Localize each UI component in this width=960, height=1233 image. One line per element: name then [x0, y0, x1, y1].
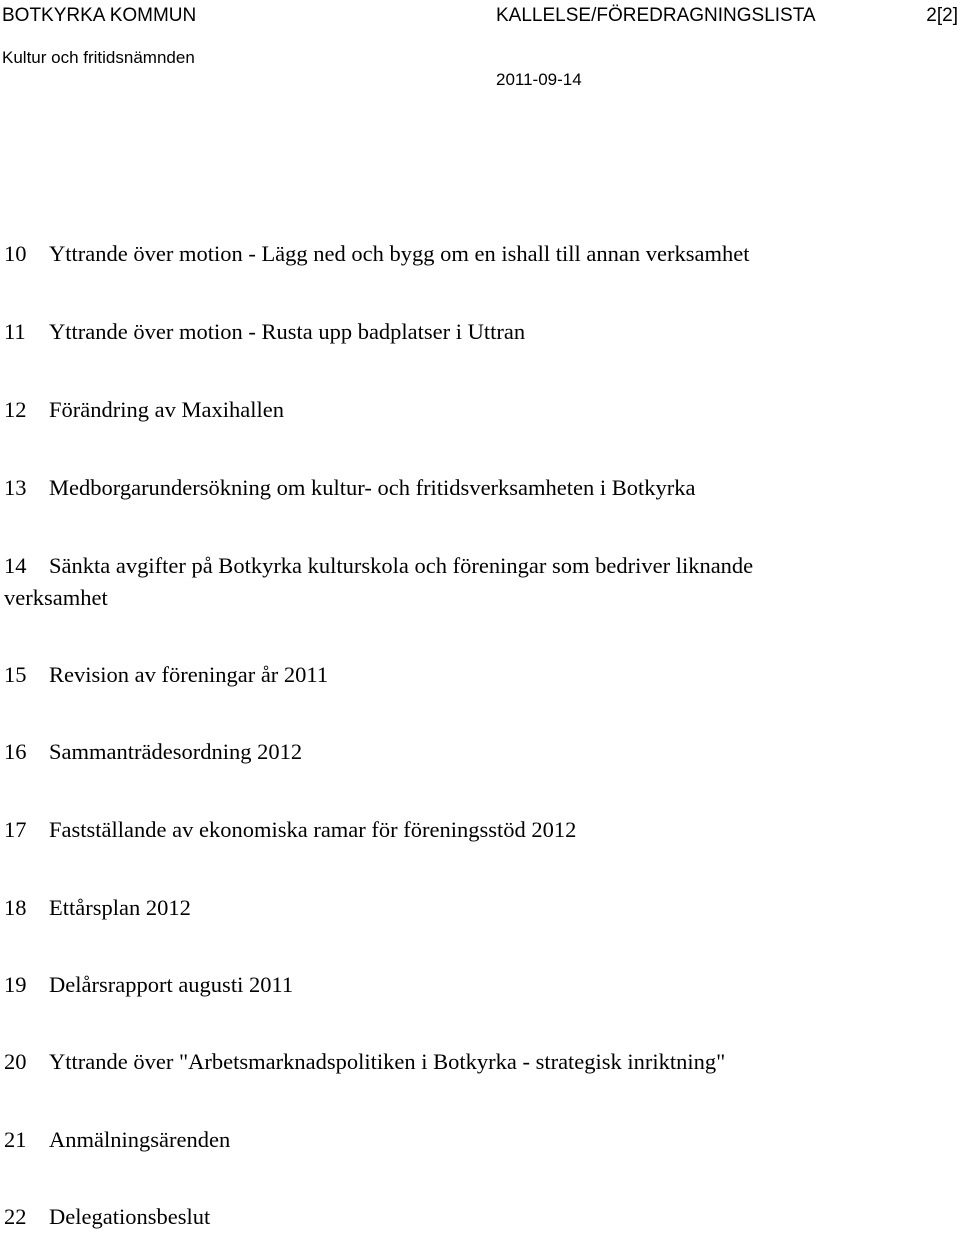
agenda-item-title: Fastställande av ekonomiska ramar för föreningsstöd 2012 [49, 817, 577, 842]
agenda-item-number: 18 [4, 895, 27, 920]
agenda-item-title: Delegationsbeslut [49, 1204, 211, 1229]
agenda-item-title: Medborgarundersökning om kultur- och fritidsverksamheten i Botkyrka [49, 475, 696, 500]
page-number: 2[2] [926, 5, 958, 26]
agenda-item-number: 20 [4, 1049, 27, 1074]
agenda-item-title: Yttrande över motion - Rusta upp badplatser i Uttran [49, 319, 526, 344]
meeting-date: 2011-09-14 [496, 70, 582, 89]
agenda-item-title-continued: verksamhet [4, 585, 108, 610]
agenda-item-title: Anmälningsärenden [49, 1127, 231, 1152]
agenda-item-number: 15 [4, 662, 27, 687]
agenda-item-number: 14 [4, 553, 27, 578]
agenda-item-title: Sänkta avgifter på Botkyrka kulturskola och föreningar som bedriver liknande [49, 553, 754, 578]
agenda-item-title: Förändring av Maxihallen [49, 397, 284, 422]
agenda-item-title: Revision av föreningar år 2011 [49, 662, 329, 687]
agenda-item-number: 13 [4, 475, 27, 500]
agenda-item-number: 17 [4, 817, 27, 842]
agenda-item-title: Yttrande över "Arbetsmarknadspolitiken i Botkyrka - strategisk inriktning" [49, 1049, 726, 1074]
agenda-item-title: Delårsrapport augusti 2011 [49, 972, 294, 997]
department-name: Kultur och fritidsnämnden [2, 48, 195, 67]
agenda-item-title: Sammanträdesordning 2012 [49, 739, 303, 764]
agenda-item-number: 19 [4, 972, 27, 997]
page-header [0, 0, 960, 100]
agenda-item-title: Ettårsplan 2012 [49, 895, 191, 920]
agenda-item-number: 11 [4, 319, 26, 344]
agenda-item-title: Yttrande över motion - Lägg ned och bygg om en ishall till annan verksamhet [49, 241, 750, 266]
agenda-item-number: 12 [4, 397, 27, 422]
agenda-item-number: 10 [4, 241, 27, 266]
document-type: KALLELSE/FÖREDRAGNINGSLISTA [496, 5, 816, 26]
agenda-item-number: 16 [4, 739, 27, 764]
organization-name: BOTKYRKA KOMMUN [2, 5, 197, 26]
agenda-item-number: 22 [4, 1204, 27, 1229]
agenda-item-number: 21 [4, 1127, 27, 1152]
